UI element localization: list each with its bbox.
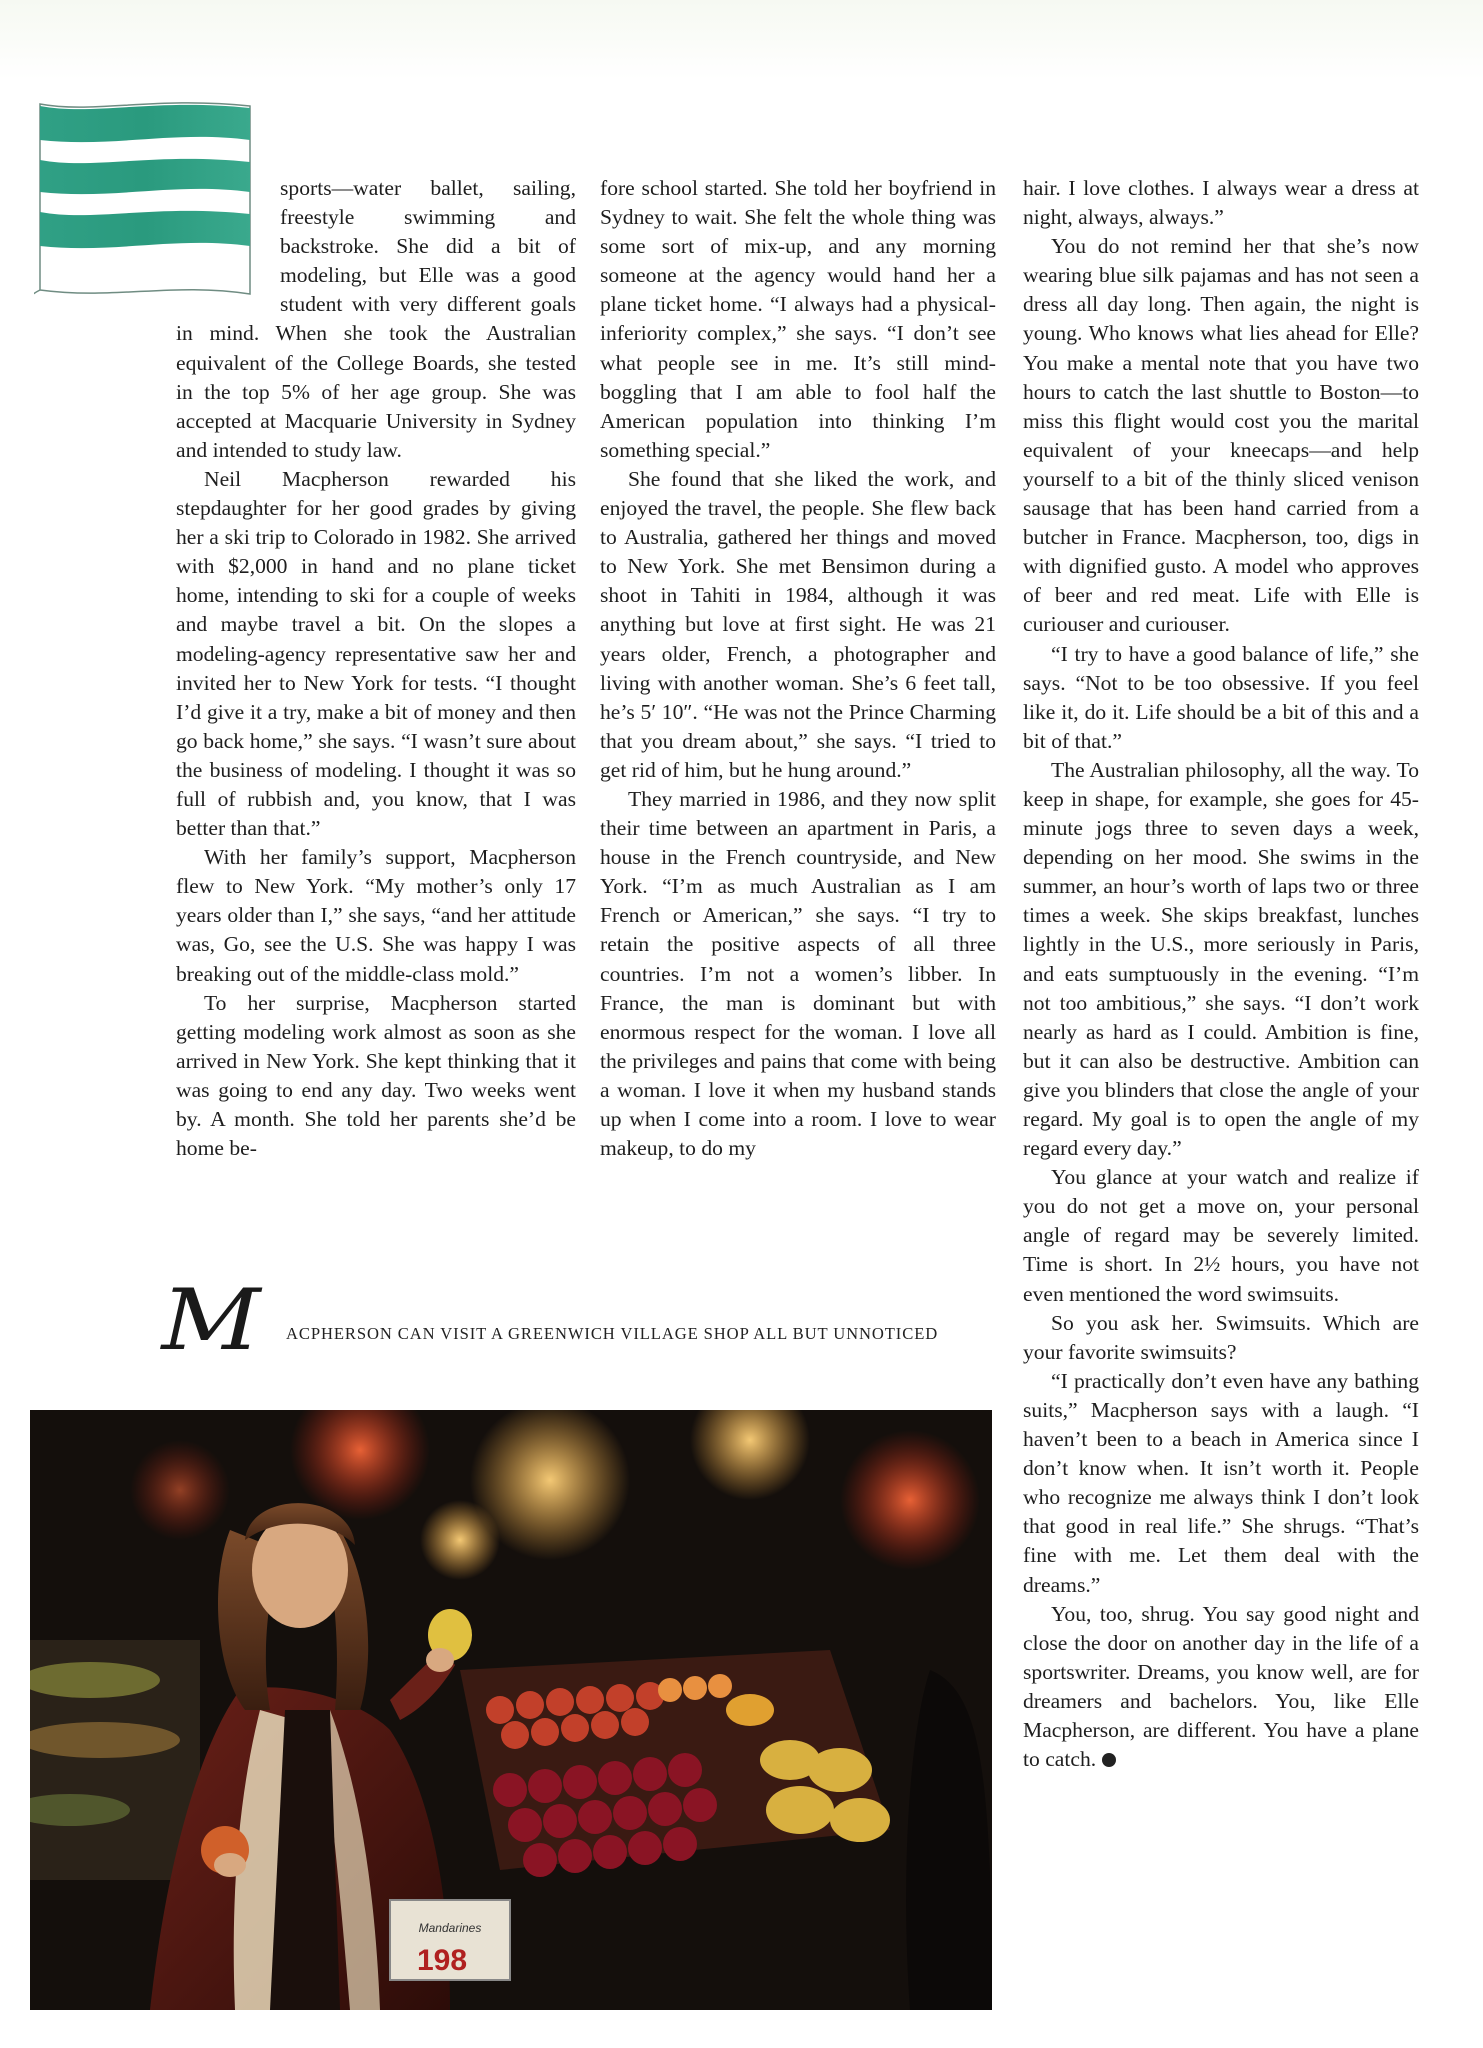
article-column-3: [1023, 174, 1419, 1774]
page-top-band: [0, 0, 1483, 80]
market-photo: [30, 1410, 992, 2010]
price-sign-value: 198: [416, 1944, 468, 1977]
col1-paragraph-3: With her family’s support, Macpherson flew to New York. “My mother’s only 17 years older than I,” she says, “and her attitude was, Go, see the U.S. She was happy I was breaking out of the middle-class mold.”: [176, 845, 576, 986]
col3-paragraph-8-text: You, too, shrug. You say good night and close the door on another day in the life of a sportswriter. Dreams, you know well, are for dreamers and bachelors. You, like Elle Macpherson, are different. You have a plane to catch.: [1023, 1601, 1419, 1772]
caption-text: ACPHERSON CAN VISIT A GREENWICH VILLAGE SHOP ALL BUT UNNOTICED: [286, 1324, 939, 1343]
col2-paragraph-3: They married in 1986, and they now split their time between an apartment in Paris, a house in the French countryside, and New York. “I’m as much Australian as I am French or American,” she says. “I try to retain the positive aspects of all three countries. I’m not a women’s libber. In France, the man is dominant but with enormous respect for the woman. I love all the privileges and pains that come with being a woman. I love it when my husband stands up when I come into a room. I love to wear makeup, to do my: [600, 786, 996, 1161]
article-column-1: [176, 174, 576, 1163]
article-column-2: [600, 174, 996, 1163]
col3-paragraph-6: So you ask her. Swimsuits. Which are your favorite swimsuits?: [1023, 1310, 1419, 1364]
caption-drop-cap: M: [161, 1271, 261, 1369]
col3-paragraph-7: “I practically don’t even have any bathing suits,” Macpherson says with a laugh. “I haven’t been to a beach in America since I don’t know when. It isn’t worth it. People who recognize me always think I don’t look that good in real life.” She shrugs. “That’s fine with me. Let them deal with the dreams.”: [1023, 1368, 1419, 1597]
flag-text-wrap: [170, 174, 280, 302]
col1-paragraph-1: sports—water ballet, sailing, freestyle swimming and backstroke. She did a bit of modeling, but Elle was a good student with very different goals in mind. When she took the Australian equivalent of the College Boards, she tested in the top 5% of her age group. She was accepted at Macquarie University in Sydney and intended to study law.: [176, 176, 576, 462]
col3-paragraph-4: The Australian philosophy, all the way. To keep in shape, for example, she goes for 45-minute jogs three to seven days a week, depending on her mood. She swims in the summer, an hour’s worth of laps two or three times a week. She skips breakfast, lunches lightly in the U.S., more seriously in Paris, and eats sumptuously in the evening. “I’m not too ambitious,” she says. “I don’t work nearly as hard as I could. Ambition is fine, but it can also be destructive. Ambition can give you blinders that close the angle of your regard. My goal is to open the angle of my regard every day.”: [1023, 757, 1419, 1161]
col1-paragraph-2: Neil Macpherson rewarded his stepdaughter for her good grades by giving her a ski trip to Colorado in 1982. She arrived with $2,000 in hand and no plane ticket home, intending to ski for a couple of weeks and maybe travel a bit. On the slopes a modeling-agency representative saw her and invited her to New York for tests. “I thought I’d give it a try, make a bit of money and then go back home,” she says. “I wasn’t sure about the business of modeling. I thought it was so full of rubbish and, you know, that I was better than that.”: [176, 466, 576, 841]
col1-paragraph-4: To her surprise, Macpherson started getting modeling work almost as soon as she arrived in New York. She kept thinking that it was going to end any day. Two weeks went by. A month. She told her parents she’d be home be-: [176, 990, 576, 1161]
col3-paragraph-8: [1023, 1600, 1419, 1775]
end-mark-icon: [1102, 1753, 1116, 1767]
col3-paragraph-2: You do not remind her that she’s now wearing blue silk pajamas and has not seen a dress all day long. Then again, the night is young. Who knows what lies ahead for Elle? You make a mental note that you have two hours to catch the last shuttle to Boston—to miss this flight would cost you the marital equivalent of your kneecaps—and help yourself to a bit of the thinly sliced venison sausage that has been hand carried from a butcher in France. Macpherson, too, digs in with dignified gusto. A model who approves of beer and red meat. Life with Elle is curiouser and curiouser.: [1023, 234, 1419, 637]
col2-paragraph-1: fore school started. She told her boyfriend in Sydney to wait. She felt the whole thing was some sort of mix-up, and any morning someone at the agency would hand her a plane ticket home. “I always had a physical-inferiority complex,” she says. “I don’t see what people see in me. It’s still mind-boggling that I am able to fool half the American population into thinking I’m something special.”: [600, 176, 996, 462]
col3-paragraph-3: “I try to have a good balance of life,” she says. “Not to be too obsessive. If you feel like it, do it. Life should be a bit of this and a bit of that.”: [1023, 641, 1419, 753]
photo-caption: [161, 1271, 996, 1369]
price-sign-label: Mandarines: [418, 1921, 482, 1935]
col3-paragraph-5: You glance at your watch and realize if you do not get a move on, your personal angle of regard may be severely limited. Time is short. In 2½ hours, you have not even mentioned the word swimsuits.: [1023, 1165, 1419, 1306]
market-photo-illustration: [30, 1410, 992, 2010]
col3-paragraph-1: hair. I love clothes. I always wear a dress at night, always, always.”: [1023, 176, 1419, 230]
col2-paragraph-2: She found that she liked the work, and enjoyed the travel, the people. She flew back to Australia, gathered her things and moved to New York. She met Bensimon during a shoot in Tahiti in 1984, although it was anything but love at first sight. He was 21 years older, French, a photographer and living with another woman. She’s 6 feet tall, he’s 5′ 10″. “He was not the Prince Charming that you dream about,” she says. “I tried to get rid of him, but he hung around.”: [600, 466, 996, 782]
